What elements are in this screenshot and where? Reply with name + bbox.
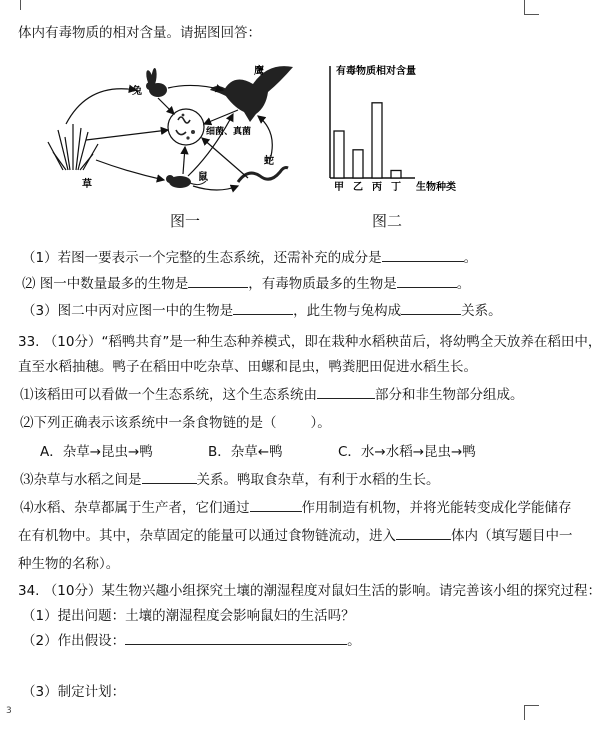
q34-sub2: （2）作出假设： 。 <box>22 633 361 649</box>
q33-option-b: B．杂草←鸭 <box>208 444 283 460</box>
answer-blank[interactable] <box>317 386 375 399</box>
rabbit-icon <box>145 68 167 97</box>
corner-mark-top-right <box>524 0 539 15</box>
grass-icon <box>48 124 98 170</box>
label-snake: 蛇 <box>264 156 274 167</box>
q33-option-c: C．水→水稻→昆虫→鸭 <box>338 444 476 460</box>
x-axis-label: 生物种类 <box>416 182 456 193</box>
q34-stem: 34. （10分）某生物兴趣小组探究土壤的潮湿程度对鼠妇生活的影响。请完善该小组的探究过程： <box>18 583 601 599</box>
label-mouse: 鼠 <box>198 172 208 183</box>
tick-label-0: 甲 <box>334 182 344 193</box>
corner-mark-bottom-right <box>524 705 539 720</box>
bar-1 <box>353 150 363 178</box>
page-number: 3 <box>6 706 12 716</box>
q32-part2: ⑵ 图一中数量最多的生物是 ，有毒物质最多的生物是 。 <box>22 276 471 292</box>
q33-stem-line2: 直至水稻抽穗。鸭子在稻田中吃杂草、田螺和昆虫，鸭粪肥田促进水稻生长。 <box>18 359 477 375</box>
bar-3 <box>391 170 401 178</box>
label-rabbit: 兔 <box>132 86 142 97</box>
answer-blank[interactable] <box>142 471 197 484</box>
eagle-icon <box>210 66 293 122</box>
figure2-caption: 图二 <box>372 212 403 230</box>
q33-sub3: ⑶杂草与水稻之间是 关系。鸭取食杂草，有利于水稻的生长。 <box>20 472 440 488</box>
q33-option-a: A．杂草→昆虫→鸭 <box>40 444 153 460</box>
label-decomposer: 细菌、真菌 <box>206 127 252 137</box>
answer-blank[interactable] <box>188 275 248 288</box>
corner-mark-top-left <box>8 0 21 10</box>
q33-sub2: ⑵下列正确表示该系统中一条食物链的是（ ）。 <box>20 415 331 431</box>
answer-blank[interactable] <box>396 527 451 540</box>
q32-part3: （3）图二中丙对应图一中的生物是 ，此生物与兔构成 关系。 <box>22 303 502 319</box>
bar-0 <box>334 131 344 178</box>
q33-sub1: ⑴该稻田可以看做一个生态系统，这个生态系统由 部分和非生物部分组成。 <box>20 387 524 403</box>
q32-part1: （1）若图一要表示一个完整的生态系统，还需补充的成分是 。 <box>22 250 478 266</box>
figure1-caption: 图一 <box>170 212 201 230</box>
q33-sub4: ⑷水稻、杂草都属于生产者，它们通过 作用制造有机物，并将光能转变成化学能储存 <box>20 500 572 516</box>
toxin-bar-chart <box>320 56 480 196</box>
food-web-figure <box>18 52 288 202</box>
q34-sub1: （1）提出问题：土壤的潮湿程度会影响鼠妇的生活吗？ <box>22 608 355 624</box>
intro-text: 体内有毒物质的相对含量。请据图回答： <box>18 25 261 41</box>
q34-sub3: （3）制定计划： <box>22 684 126 700</box>
answer-blank[interactable] <box>250 499 302 512</box>
label-eagle: 鹰 <box>254 66 264 77</box>
answer-blank[interactable] <box>401 302 461 315</box>
chart-title: 有毒物质相对含量 <box>336 66 416 77</box>
q33-stem-line1: 33. （10分）“稻鸭共育”是一种生态种养模式，即在栽种水稻秧苗后，将幼鸭全天放养在稻田中， <box>18 334 601 350</box>
answer-blank[interactable] <box>277 415 311 427</box>
q33-sub4-cont: 在有机物中。其中，杂草固定的能量可以通过食物链流动，进入 体内（填写题目中一 <box>18 528 573 544</box>
answer-blank[interactable] <box>382 249 464 262</box>
q33-sub4-end: 种生物的名称）。 <box>18 556 120 572</box>
answer-blank[interactable] <box>125 632 347 645</box>
bar-2 <box>372 103 382 178</box>
snake-icon <box>238 168 288 183</box>
answer-blank[interactable] <box>233 302 293 315</box>
tick-label-1: 乙 <box>353 182 363 193</box>
tick-label-2: 丙 <box>372 182 382 193</box>
tick-label-3: 丁 <box>391 182 401 193</box>
label-grass: 草 <box>82 179 92 190</box>
decomposer-circle <box>168 109 204 145</box>
answer-blank[interactable] <box>397 275 457 288</box>
